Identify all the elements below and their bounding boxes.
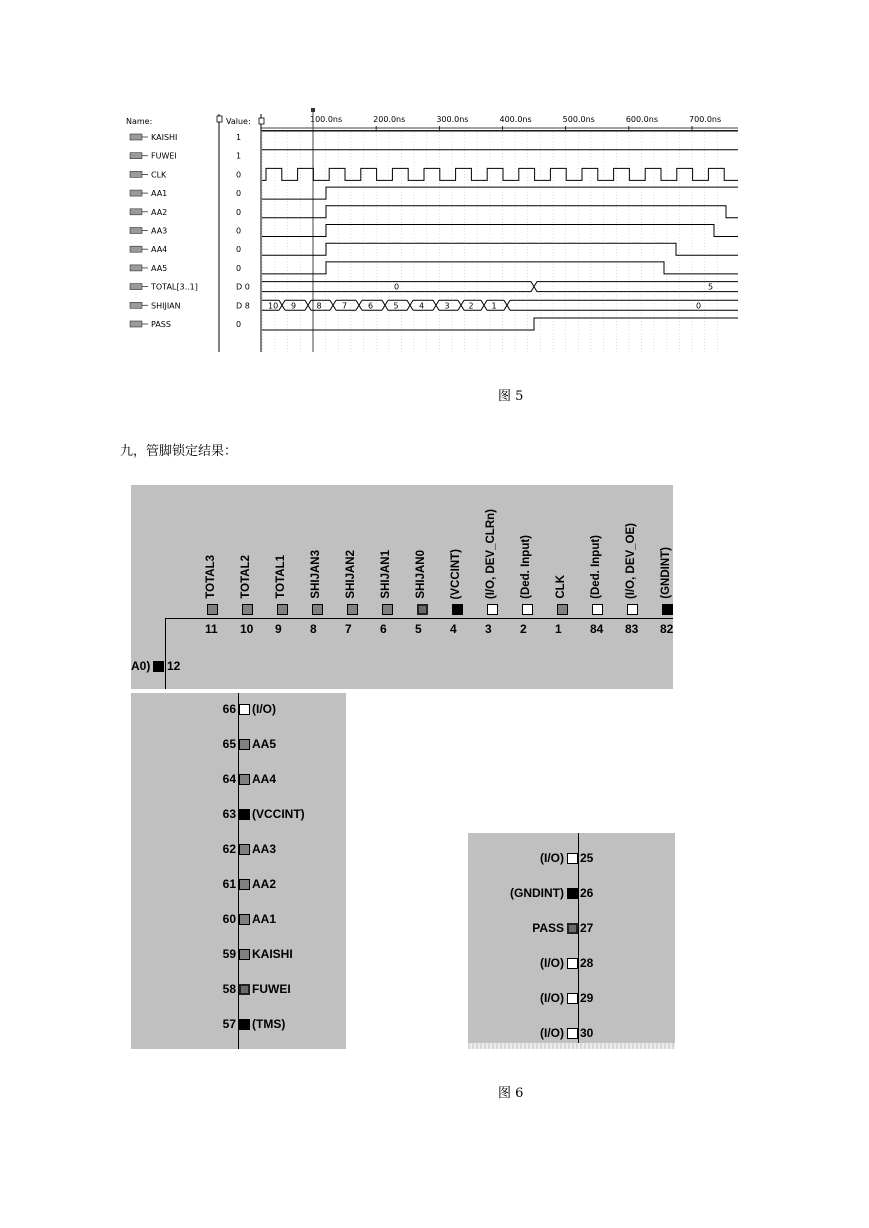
- pin-label: (I/O, DEV_CLRn): [485, 508, 497, 599]
- pin-label: (I/O): [540, 991, 564, 1005]
- time-tick-label: 400.0ns: [499, 115, 532, 124]
- io-pin-icon[interactable]: [567, 993, 578, 1004]
- pin-panel-top: [131, 485, 673, 689]
- power-pin-icon[interactable]: [239, 1019, 250, 1030]
- input-signal-icon: [130, 153, 148, 159]
- signal-value: 0: [236, 320, 242, 329]
- bus-value: 4: [419, 301, 425, 311]
- section-heading: 九，管脚锁定结果：: [120, 444, 238, 459]
- pin-label: SHIJAN1: [380, 550, 392, 599]
- pin-number: 29: [580, 991, 594, 1005]
- bus-value: 10: [268, 301, 279, 311]
- bus-value: 0: [696, 301, 702, 311]
- power-pin-icon[interactable]: [662, 604, 673, 615]
- pin-number: 30: [580, 1026, 594, 1040]
- signal-trace: [262, 187, 738, 199]
- power-pin-icon[interactable]: [567, 888, 578, 899]
- signal-pin-icon[interactable]: [207, 604, 218, 615]
- power-pin-icon[interactable]: [153, 661, 164, 672]
- signal-name[interactable]: AA1: [151, 189, 168, 199]
- pin-label: AA2: [252, 877, 277, 891]
- pin-number: 7: [345, 622, 352, 636]
- signal-pin-icon[interactable]: [239, 879, 250, 890]
- signal-pin-icon[interactable]: [567, 923, 578, 934]
- signal-pin-icon[interactable]: [417, 604, 428, 615]
- pin-number: 82: [660, 622, 673, 636]
- pin-number: 3: [485, 622, 492, 636]
- time-cursor-handle[interactable]: [311, 108, 315, 112]
- pin-number: 4: [450, 622, 457, 636]
- pin-number: 26: [580, 886, 594, 900]
- pin-label-left-partial: A0): [131, 659, 151, 673]
- signal-name[interactable]: KAISHI: [151, 133, 178, 142]
- pin-label: (VCCINT): [252, 807, 305, 821]
- pin-number: 66: [222, 702, 236, 716]
- bus-value: 1: [491, 301, 497, 311]
- bus-value: 3: [444, 301, 450, 311]
- signal-pin-icon[interactable]: [347, 604, 358, 615]
- pin-panel-left: [131, 693, 346, 1049]
- panel-scroll-edge: [468, 1043, 675, 1049]
- signal-value: 0: [236, 226, 242, 236]
- pin-label: (I/O): [252, 702, 276, 716]
- bus-signal-icon: [130, 302, 148, 308]
- pin-label: (TMS): [252, 1017, 286, 1031]
- power-pin-icon[interactable]: [239, 809, 250, 820]
- bus-value: 6: [368, 301, 374, 311]
- signal-name[interactable]: TOTAL[3..1]: [151, 282, 198, 292]
- pin-number: 12: [167, 659, 181, 673]
- signal-pin-icon[interactable]: [239, 844, 250, 855]
- bus-value: 0: [394, 282, 400, 292]
- io-pin-icon[interactable]: [567, 853, 578, 864]
- bus-value: 5: [708, 282, 714, 292]
- time-tick-label: 600.0ns: [625, 115, 658, 124]
- pin-label: AA3: [252, 842, 277, 856]
- pin-label: (I/O): [540, 851, 564, 865]
- io-pin-icon[interactable]: [592, 604, 603, 615]
- pin-number: 57: [222, 1017, 236, 1031]
- time-tick-label: 300.0ns: [436, 115, 469, 124]
- bus-value: 7: [342, 301, 348, 311]
- signal-pin-icon[interactable]: [312, 604, 323, 615]
- signal-value: 0: [236, 263, 242, 273]
- input-signal-icon: [130, 265, 148, 271]
- pin-label: SHIJAN3: [310, 550, 322, 599]
- pin-number: 6: [380, 622, 387, 636]
- bus-value: 2: [468, 301, 474, 311]
- signal-pin-icon[interactable]: [242, 604, 253, 615]
- pin-number: 10: [240, 622, 254, 636]
- input-signal-icon: [130, 171, 148, 177]
- input-signal-icon: [130, 134, 148, 140]
- pin-panel-right: [468, 833, 675, 1049]
- io-pin-icon[interactable]: [567, 958, 578, 969]
- signal-value: 0: [236, 207, 242, 217]
- signal-pin-icon[interactable]: [239, 739, 250, 750]
- pin-number: 27: [580, 921, 594, 935]
- signal-name[interactable]: SHIJIAN: [151, 301, 181, 311]
- pin-number: 84: [590, 622, 604, 636]
- pin-label: (VCCINT): [450, 548, 462, 599]
- signal-name[interactable]: CLK: [151, 170, 167, 180]
- signal-value: 0: [236, 189, 242, 199]
- signal-value: 0: [236, 245, 242, 255]
- pin-label: AA5: [252, 737, 277, 751]
- pin-label: TOTAL2: [240, 555, 252, 599]
- signal-name[interactable]: FUWEI: [151, 151, 177, 161]
- pin-label: AA1: [252, 912, 277, 926]
- signal-name[interactable]: AA5: [151, 263, 168, 273]
- pin-number: 8: [310, 622, 317, 636]
- pin-label: FUWEI: [252, 982, 291, 996]
- column-splitter-handle[interactable]: [217, 116, 222, 122]
- pin-label: (Ded. Input): [590, 535, 602, 599]
- value-column-header: Value:: [226, 117, 251, 126]
- pin-number: 5: [415, 622, 422, 636]
- signal-pin-icon[interactable]: [557, 604, 568, 615]
- signal-pin-icon[interactable]: [239, 914, 250, 925]
- pin-label: (GNDINT): [510, 886, 564, 900]
- figure-5-caption: 图 5: [498, 389, 524, 404]
- io-pin-icon[interactable]: [627, 604, 638, 615]
- input-signal-icon: [130, 209, 148, 215]
- signal-name[interactable]: AA2: [151, 207, 168, 217]
- pin-number: 9: [275, 622, 282, 636]
- pin-label: (I/O): [540, 1026, 564, 1040]
- signal-pin-icon[interactable]: [382, 604, 393, 615]
- pin-label: TOTAL1: [275, 555, 287, 599]
- bus-signal-icon: [130, 284, 148, 290]
- pin-label: (I/O, DEV_OE): [625, 522, 637, 599]
- pin-number: 28: [580, 956, 594, 970]
- signal-name[interactable]: PASS: [151, 320, 171, 329]
- io-pin-icon[interactable]: [522, 604, 533, 615]
- pin-number: 58: [222, 982, 236, 996]
- input-signal-icon: [130, 321, 148, 327]
- io-pin-icon[interactable]: [567, 1028, 578, 1039]
- waveform-simulation: [118, 104, 738, 354]
- time-tick-label: 200.0ns: [373, 115, 406, 124]
- pin-number: 64: [222, 772, 236, 786]
- signal-name[interactable]: AA4: [151, 245, 168, 255]
- pin-label: AA4: [252, 772, 277, 786]
- signal-pin-icon[interactable]: [239, 984, 250, 995]
- time-tick-label: 100.0ns: [310, 115, 343, 124]
- pin-label: KAISHI: [252, 947, 293, 961]
- pin-label: CLK: [555, 575, 567, 599]
- signal-pin-icon[interactable]: [239, 774, 250, 785]
- pin-label: TOTAL3: [205, 555, 217, 599]
- signal-name[interactable]: AA3: [151, 226, 168, 236]
- bus-value: 5: [393, 301, 399, 311]
- bus-value: 8: [316, 301, 322, 311]
- io-pin-icon[interactable]: [239, 704, 250, 715]
- input-signal-icon: [130, 246, 148, 252]
- pin-number: 25: [580, 851, 594, 865]
- pin-number: 60: [222, 912, 236, 926]
- signal-value: 0: [236, 170, 242, 180]
- pin-number: 63: [222, 807, 236, 821]
- pin-number: 11: [205, 622, 218, 636]
- pin-label: SHIJAN0: [415, 550, 427, 599]
- signal-pin-icon[interactable]: [277, 604, 288, 615]
- pin-number: 1: [555, 622, 562, 636]
- power-pin-icon[interactable]: [452, 604, 463, 615]
- pin-label: (I/O): [540, 956, 564, 970]
- signal-value: D 8: [236, 301, 250, 311]
- pin-label: (GNDINT): [660, 547, 672, 599]
- signal-value: 1: [236, 151, 242, 161]
- pin-label: PASS: [532, 921, 564, 935]
- pin-number: 59: [222, 947, 236, 961]
- pin-number: 65: [222, 737, 236, 751]
- time-tick-label: 500.0ns: [562, 115, 595, 124]
- name-column-header: Name:: [126, 117, 153, 126]
- time-tick-label: 700.0ns: [689, 115, 722, 124]
- pin-number: 62: [222, 842, 236, 856]
- column-splitter-handle[interactable]: [259, 118, 264, 124]
- bus-value: 9: [291, 301, 297, 311]
- pin-number: 61: [222, 877, 236, 891]
- signal-value: 1: [236, 133, 242, 142]
- input-signal-icon: [130, 190, 148, 196]
- input-signal-icon: [130, 228, 148, 234]
- pin-label: SHIJAN2: [345, 550, 357, 599]
- signal-pin-icon[interactable]: [239, 949, 250, 960]
- pin-number: 83: [625, 622, 639, 636]
- figure-6-caption: 图 6: [498, 1086, 524, 1101]
- pin-label: (Ded. Input): [520, 535, 532, 599]
- io-pin-icon[interactable]: [487, 604, 498, 615]
- pin-number: 2: [520, 622, 527, 636]
- signal-value: D 0: [236, 282, 250, 292]
